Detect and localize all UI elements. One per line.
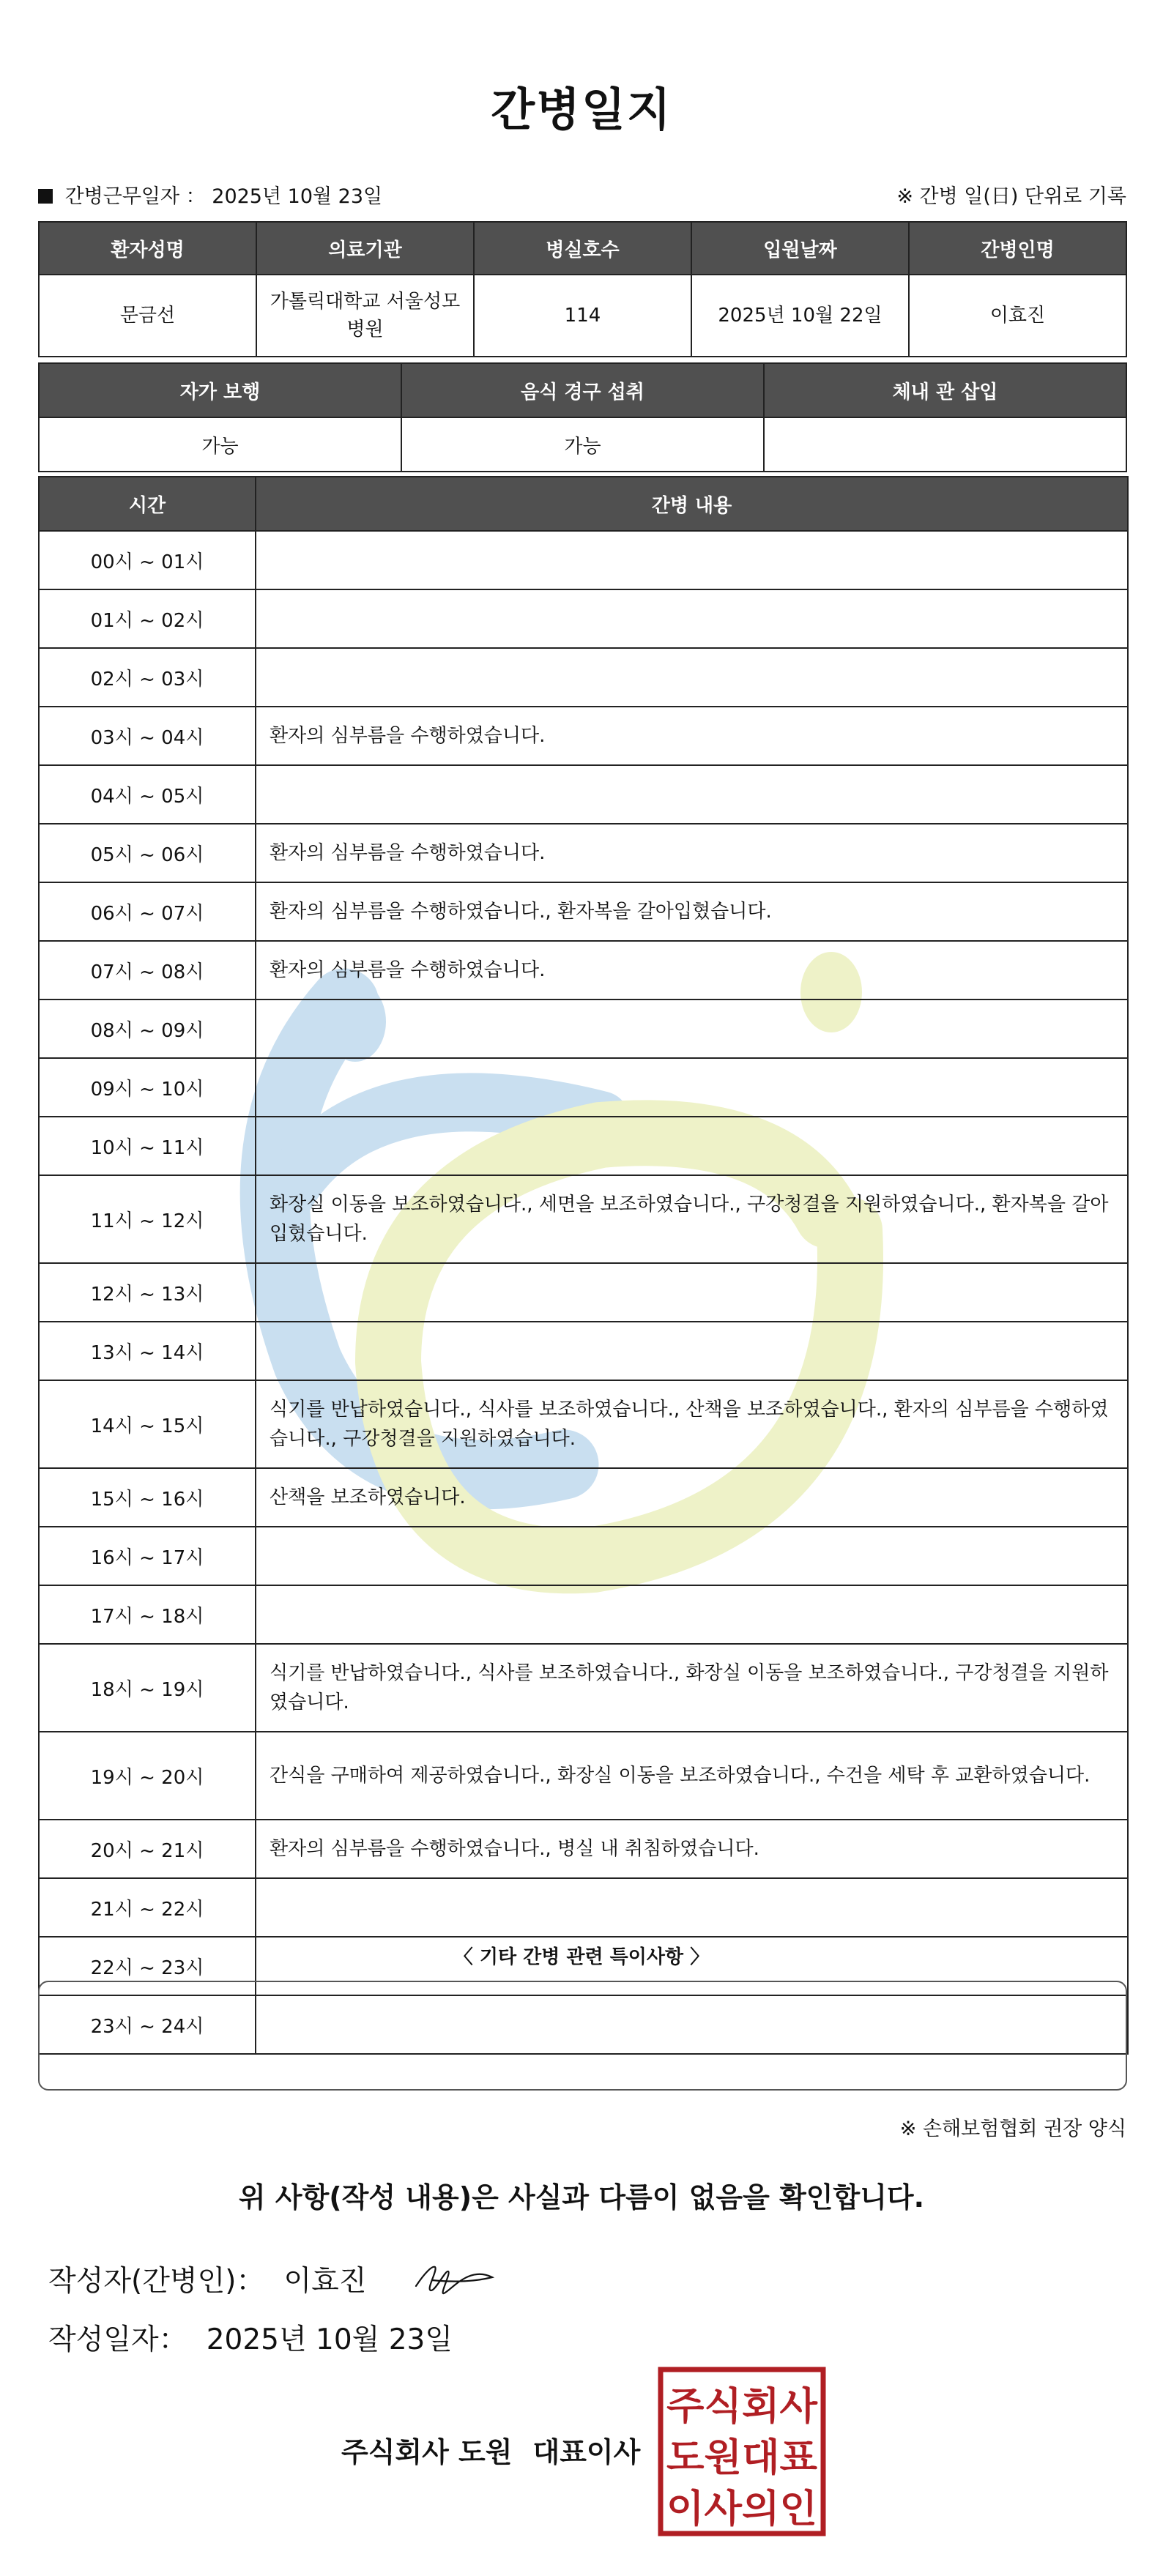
time-slot: 10시 ~ 11시 xyxy=(39,1117,256,1175)
seal-line-3: 이사의인 xyxy=(666,2487,817,2531)
table-row xyxy=(39,589,1128,648)
header-room: 병실호수 xyxy=(474,222,691,275)
written-date-value: 2025년 10월 23일 xyxy=(206,2323,453,2356)
seal-line-1: 주식회사 xyxy=(666,2385,818,2429)
care-content: 식기를 반납하였습니다., 식사를 보조하였습니다., 산책을 보조하였습니다., 환자의 심부름을 수행하였습니다., 구강청결을 지원하였습니다. xyxy=(256,1380,1128,1468)
time-slot: 19시 ~ 20시 xyxy=(39,1732,256,1820)
writer-label: 작성자(간병인)： xyxy=(48,2265,265,2298)
table-row xyxy=(39,999,1128,1058)
header-time: 시간 xyxy=(39,477,256,531)
care-content xyxy=(256,1527,1128,1585)
care-content: 간식을 구매하여 제공하였습니다., 화장실 이동을 보조하였습니다., 수건을 세탁 후 교환하였습니다. xyxy=(256,1732,1128,1820)
oral-intake-value: 가능 xyxy=(401,417,764,472)
table-row xyxy=(39,1585,1128,1644)
time-slot: 17시 ~ 18시 xyxy=(39,1585,256,1644)
tube-insertion-value xyxy=(764,417,1126,472)
table-row xyxy=(39,707,1128,765)
care-content: 환자의 심부름을 수행하였습니다., 병실 내 취침하였습니다. xyxy=(256,1820,1128,1878)
daily-record-note: ※ 간병 일(日) 단위로 기록 xyxy=(896,185,1126,208)
time-slot: 07시 ~ 08시 xyxy=(39,941,256,999)
care-content xyxy=(256,648,1128,707)
care-content xyxy=(256,531,1128,589)
table-row xyxy=(39,648,1128,707)
care-content: 환자의 심부름을 수행하였습니다. xyxy=(256,707,1128,765)
table-row xyxy=(39,882,1128,941)
room-number: 114 xyxy=(474,275,691,357)
table-row xyxy=(39,1878,1128,1937)
time-slot: 08시 ~ 09시 xyxy=(39,999,256,1058)
time-slot: 09시 ~ 10시 xyxy=(39,1058,256,1117)
header-patient-name: 환자성명 xyxy=(39,222,256,275)
care-content xyxy=(256,765,1128,824)
caregiver-name: 이효진 xyxy=(909,275,1126,357)
time-slot: 05시 ~ 06시 xyxy=(39,824,256,882)
care-content: 환자의 심부름을 수행하였습니다. xyxy=(256,941,1128,999)
time-slot: 16시 ~ 17시 xyxy=(39,1527,256,1585)
writer-name: 이효진 xyxy=(283,2265,367,2298)
page-title: 간병일지 xyxy=(491,83,672,136)
time-slot: 20시 ~ 21시 xyxy=(39,1820,256,1878)
header-self-walking: 자가 보행 xyxy=(39,363,401,417)
header-hospital: 의료기관 xyxy=(256,222,474,275)
table-row xyxy=(39,1380,1128,1468)
time-slot: 06시 ~ 07시 xyxy=(39,882,256,941)
table-row xyxy=(39,1117,1128,1175)
admission-date: 2025년 10월 22일 xyxy=(691,275,909,357)
table-row xyxy=(39,1468,1128,1527)
table-row xyxy=(39,1732,1128,1820)
header-oral-intake: 음식 경구 섭취 xyxy=(401,363,764,417)
hospital-name: 가톨릭대학교 서울성모병원 xyxy=(256,275,474,357)
square-bullet-icon xyxy=(38,189,53,204)
care-content: 산책을 보조하였습니다. xyxy=(256,1468,1128,1527)
table-row xyxy=(39,824,1128,882)
work-date xyxy=(38,180,382,209)
patient-status-table xyxy=(38,362,1127,472)
table-row xyxy=(39,941,1128,999)
time-slot: 18시 ~ 19시 xyxy=(39,1644,256,1732)
notes-title: 〈 기타 간병 관련 특이사항 〉 xyxy=(453,1946,710,1968)
care-content xyxy=(256,589,1128,648)
confirmation-statement: 위 사항(작성 내용)은 사실과 다름이 없음을 확인합니다. xyxy=(238,2181,925,2214)
care-content: 식기를 반납하였습니다., 식사를 보조하였습니다., 화장실 이동을 보조하였습니다., 구강청결을 지원하였습니다. xyxy=(256,1644,1128,1732)
time-slot: 13시 ~ 14시 xyxy=(39,1322,256,1380)
care-content xyxy=(256,1058,1128,1117)
table-row xyxy=(39,531,1128,589)
time-slot: 01시 ~ 02시 xyxy=(39,589,256,648)
care-content: 환자의 심부름을 수행하였습니다., 환자복을 갈아입혔습니다. xyxy=(256,882,1128,941)
patient-name: 문금선 xyxy=(39,275,256,357)
time-slot: 00시 ~ 01시 xyxy=(39,531,256,589)
time-slot: 03시 ~ 04시 xyxy=(39,707,256,765)
work-date-value: 2025년 10월 23일 xyxy=(212,185,383,208)
care-content: 환자의 심부름을 수행하였습니다. xyxy=(256,824,1128,882)
table-row xyxy=(39,1644,1128,1732)
table-row xyxy=(39,1058,1128,1117)
header-admission-date: 입원날짜 xyxy=(691,222,909,275)
time-slot: 22시 ~ 23시 xyxy=(39,1937,256,1995)
written-date-label: 작성일자： xyxy=(48,2323,187,2356)
care-log-table xyxy=(38,476,1129,2055)
writer-line xyxy=(48,2258,367,2299)
time-slot: 11시 ~ 12시 xyxy=(39,1175,256,1263)
work-date-label: 간병근무일자 ： xyxy=(64,185,206,208)
table-row xyxy=(39,1322,1128,1380)
company-line xyxy=(341,2430,640,2470)
time-slot: 02시 ~ 03시 xyxy=(39,648,256,707)
care-content: 화장실 이동을 보조하였습니다., 세면을 보조하였습니다., 구강청결을 지원하였습니다., 환자복을 갈아입혔습니다. xyxy=(256,1175,1128,1263)
care-content xyxy=(256,1263,1128,1322)
table-row xyxy=(39,1527,1128,1585)
company-name: 주식회사 도원 xyxy=(341,2436,513,2468)
written-date-line xyxy=(48,2317,453,2358)
care-content xyxy=(256,1117,1128,1175)
time-slot: 15시 ~ 16시 xyxy=(39,1468,256,1527)
care-content xyxy=(256,1322,1128,1380)
time-slot: 04시 ~ 05시 xyxy=(39,765,256,824)
care-content xyxy=(256,1878,1128,1937)
table-row xyxy=(39,1175,1128,1263)
table-row xyxy=(39,765,1128,824)
header-care-content: 간병 내용 xyxy=(256,477,1128,531)
time-slot: 23시 ~ 24시 xyxy=(39,1995,256,2054)
care-content xyxy=(256,999,1128,1058)
time-slot: 12시 ~ 13시 xyxy=(39,1263,256,1322)
ceo-title: 대표이사 xyxy=(532,2436,641,2468)
patient-info-table xyxy=(38,221,1127,357)
notes-box xyxy=(38,1981,1127,2091)
care-content xyxy=(256,1585,1128,1644)
care-log-body xyxy=(39,531,1128,2054)
company-seal-icon xyxy=(658,2367,826,2536)
header-tube-insertion: 체내 관 삽입 xyxy=(764,363,1126,417)
table-row xyxy=(39,1820,1128,1878)
recommended-form-note: ※ 손해보험협회 권장 양식 xyxy=(899,2118,1126,2140)
time-slot: 14시 ~ 15시 xyxy=(39,1380,256,1468)
seal-line-2: 도원대표 xyxy=(666,2436,817,2480)
header-caregiver-name: 간병인명 xyxy=(909,222,1126,275)
time-slot: 21시 ~ 22시 xyxy=(39,1878,256,1937)
self-walking-value: 가능 xyxy=(39,417,401,472)
table-row xyxy=(39,1263,1128,1322)
signature-icon xyxy=(410,2251,498,2302)
